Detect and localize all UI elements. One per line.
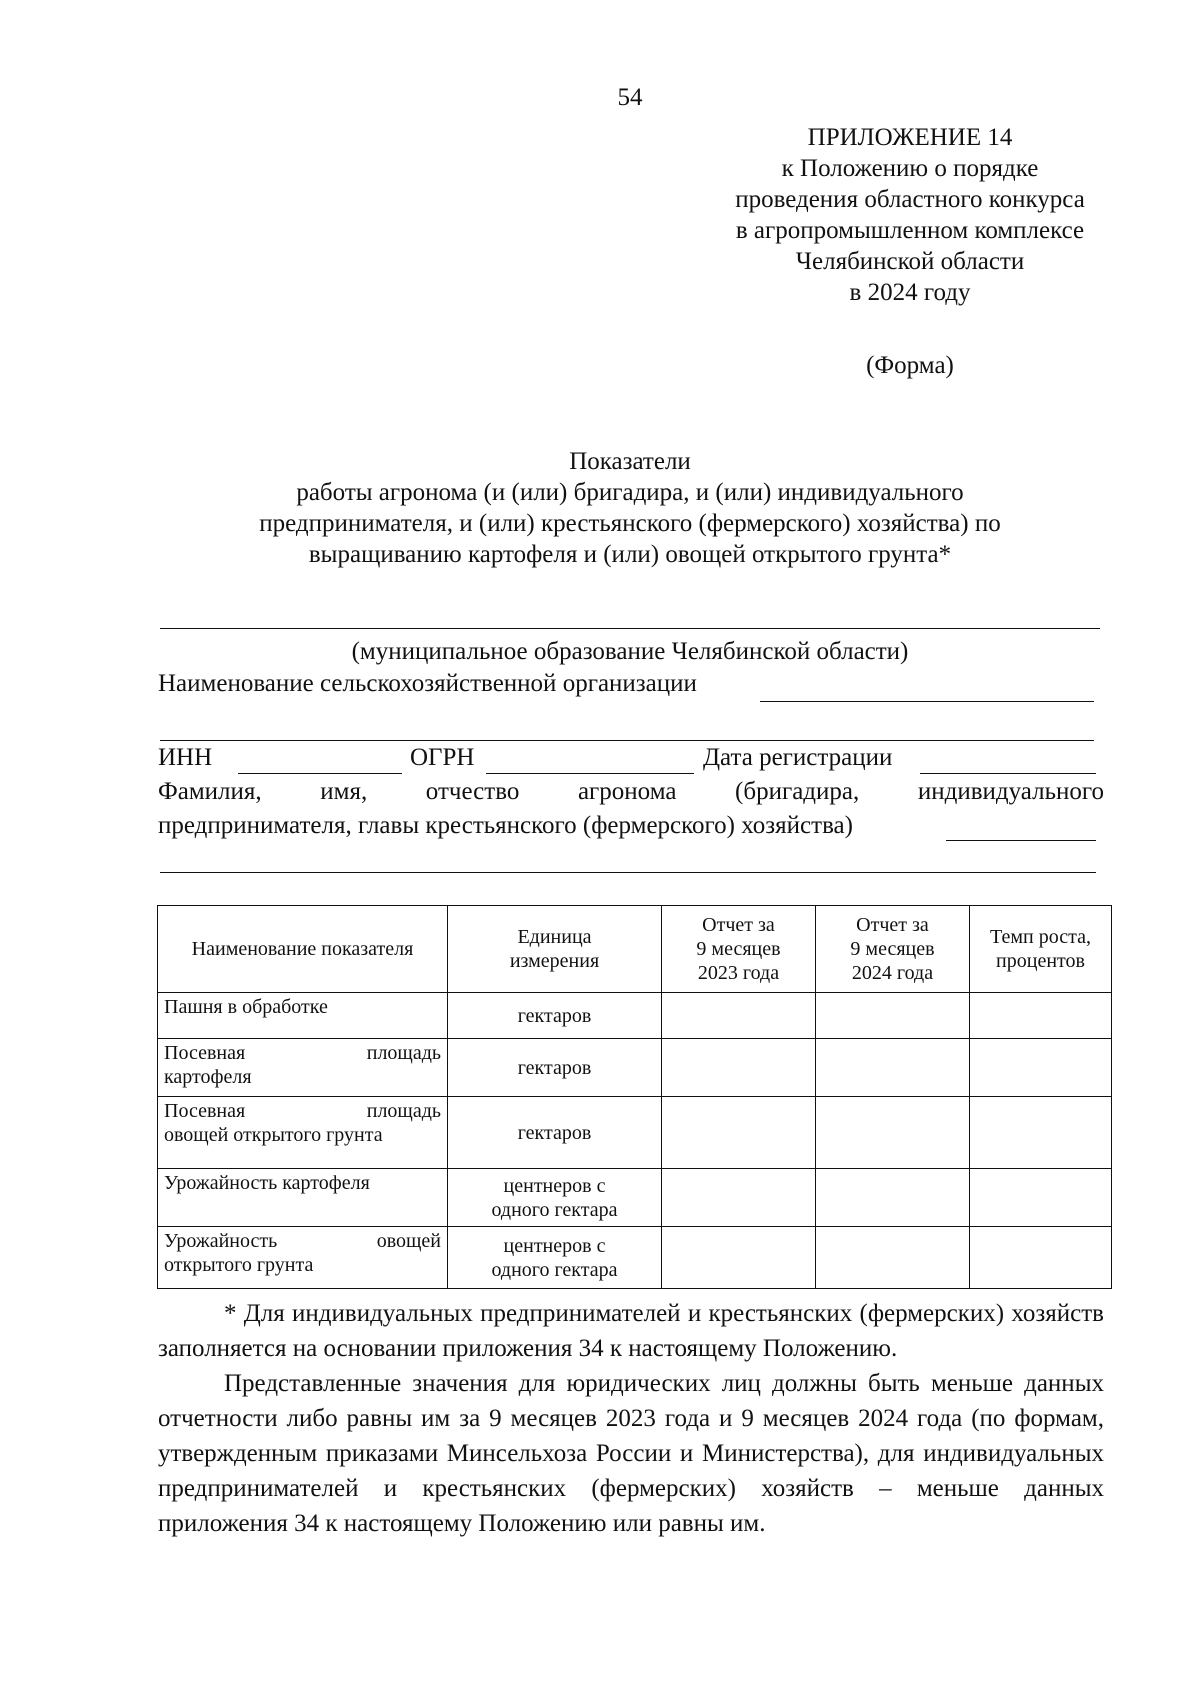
row-name-line [164,1229,441,1253]
document-title [150,446,1110,570]
row-unit [448,1039,662,1097]
cell-report-2023[interactable] [662,1227,816,1289]
row-unit-line: центнеров с [503,1234,606,1257]
cell-report-2024[interactable] [816,1097,970,1169]
title-heading: Показатели [569,448,691,475]
appendix-line: Челябинской области [795,248,1025,275]
ogrn-input-line[interactable] [486,773,694,774]
values-note: Представленные значения для юридических лиц должны быть меньше данных отчетности либо равны им за 9 месяцев 2023 года и 9 месяцев 2024 года (по формам, утвержденным приказами Минсельхоза России и Министерства), для индивидуальных предпринимателей и крестьянских (фермерских) хозяйств – меньше данных приложения 34 к настоящему Положению или равны им. [158,1370,1104,1537]
row-name-word: Посевная [164,1042,246,1064]
cell-growth-rate[interactable] [970,1169,1112,1227]
row-name-word: Посевная [164,1100,246,1122]
table-row [158,993,1112,1039]
header-unit-line: измерения [509,950,600,972]
cell-growth-rate[interactable] [970,993,1112,1039]
registration-date-input-line[interactable] [920,773,1096,774]
municipality-input-line[interactable] [160,628,1100,629]
table-header-row [158,906,1112,993]
row-unit-line: одного гектара [491,1198,618,1221]
cell-growth-rate[interactable] [970,1039,1112,1097]
row-name-line: Пашня в обработке [164,996,328,1018]
appendix-line: в 2024 году [849,279,971,306]
header-unit [448,906,662,993]
cell-report-2024[interactable] [816,1169,970,1227]
person-label-continued: предпринимателя, главы крестьянского (фермерского) хозяйства) [158,812,853,839]
person-label-word: (бригадира, [735,778,860,805]
row-name-word: Урожайность [164,1230,278,1252]
cell-report-2023[interactable] [662,1097,816,1169]
header-report-2024-line: Отчет за [856,914,929,936]
header-growth-rate [970,906,1112,993]
inn-label: ИНН [158,744,213,771]
form-label: (Форма) [866,352,954,379]
table-row [158,1169,1112,1227]
person-label-word: Фамилия, [158,778,262,805]
header-report-2023-line: Отчет за [702,914,775,936]
cell-growth-rate[interactable] [970,1097,1112,1169]
row-indicator-name [158,1039,448,1097]
row-unit-line: центнеров с [503,1174,606,1197]
cell-report-2023[interactable] [662,1169,816,1227]
cell-report-2024[interactable] [816,1227,970,1289]
row-name-word: площадь [366,1100,441,1122]
title-line: работы агронома (и (или) бригадира, и (или) индивидуального [296,479,964,506]
appendix-line: проведения областного конкурса [735,186,1085,213]
cell-report-2023[interactable] [662,1039,816,1097]
row-name-line [164,1099,441,1123]
row-name-word: овощей [376,1230,441,1252]
person-label-word: агронома [577,778,677,805]
row-unit-line: гектаров [517,1121,592,1144]
inn-input-line[interactable] [238,773,402,774]
row-name-line: Урожайность картофеля [164,1172,370,1194]
footnote: * Для индивидуальных предпринимателей и крестьянских (фермерских) хозяйств заполняется на основании приложения 34 к настоящему Положению. [158,1300,1104,1362]
row-name-line [164,1041,441,1065]
row-name-line: открытого грунта [164,1254,314,1276]
header-report-2024-line: 2024 года [851,962,934,984]
header-growth-line: процентов [996,950,1085,972]
row-name-line: картофеля [164,1066,252,1088]
table-row [158,1039,1112,1097]
row-name-word: площадь [366,1042,441,1064]
ogrn-label: ОГРН [410,744,475,771]
person-continuation-line[interactable] [160,872,1096,873]
organization-continuation-line[interactable] [160,740,1094,741]
header-growth-line: Темп роста, [990,926,1091,948]
header-report-2024-line: 9 месяцев [850,938,935,960]
cell-report-2024[interactable] [816,1039,970,1097]
cell-report-2024[interactable] [816,993,970,1039]
table-row [158,1097,1112,1169]
header-unit-line: Единица [517,926,592,948]
person-label-word: отчество [425,778,520,805]
organization-input-line[interactable] [760,701,1094,702]
row-unit [448,993,662,1039]
row-unit [448,1169,662,1227]
registration-date-label: Дата регистрации [703,744,893,771]
row-unit [448,1227,662,1289]
appendix-header [690,122,1130,308]
row-indicator-name [158,1169,448,1227]
organization-label: Наименование сельскохозяйственной организации [158,670,697,697]
table-row [158,1227,1112,1289]
person-input-line[interactable] [946,840,1096,841]
appendix-line: в агропромышленном комплексе [735,217,1085,244]
header-report-2023 [662,906,816,993]
person-label-word: имя, [320,778,368,805]
row-indicator-name [158,1227,448,1289]
cell-growth-rate[interactable] [970,1227,1112,1289]
appendix-line: к Положению о порядке [781,155,1039,182]
row-unit [448,1097,662,1169]
header-report-2024 [816,906,970,993]
person-label-word: индивидуального [917,778,1104,805]
page-number: 54 [617,84,643,111]
row-unit-line: гектаров [517,1056,592,1079]
appendix-heading: ПРИЛОЖЕНИЕ 14 [807,124,1013,151]
header-report-2023-line: 2023 года [697,962,780,984]
header-report-2023-line: 9 месяцев [696,938,781,960]
person-label-line [158,778,1104,806]
indicators-table [157,905,1112,1289]
row-unit-line: одного гектара [491,1258,618,1281]
title-line: выращиванию картофеля и (или) овощей открытого грунта* [308,541,952,568]
row-indicator-name [158,993,448,1039]
cell-report-2023[interactable] [662,993,816,1039]
row-name-line: овощей открытого грунта [164,1124,383,1146]
municipality-caption: (муниципальное образование Челябинской области) [351,638,909,665]
header-indicator-name: Наименование показателя [158,906,448,993]
title-line: предпринимателя, и (или) крестьянского (фермерского) хозяйства) по [259,510,1001,537]
row-unit-line: гектаров [517,1004,592,1027]
row-indicator-name [158,1097,448,1169]
